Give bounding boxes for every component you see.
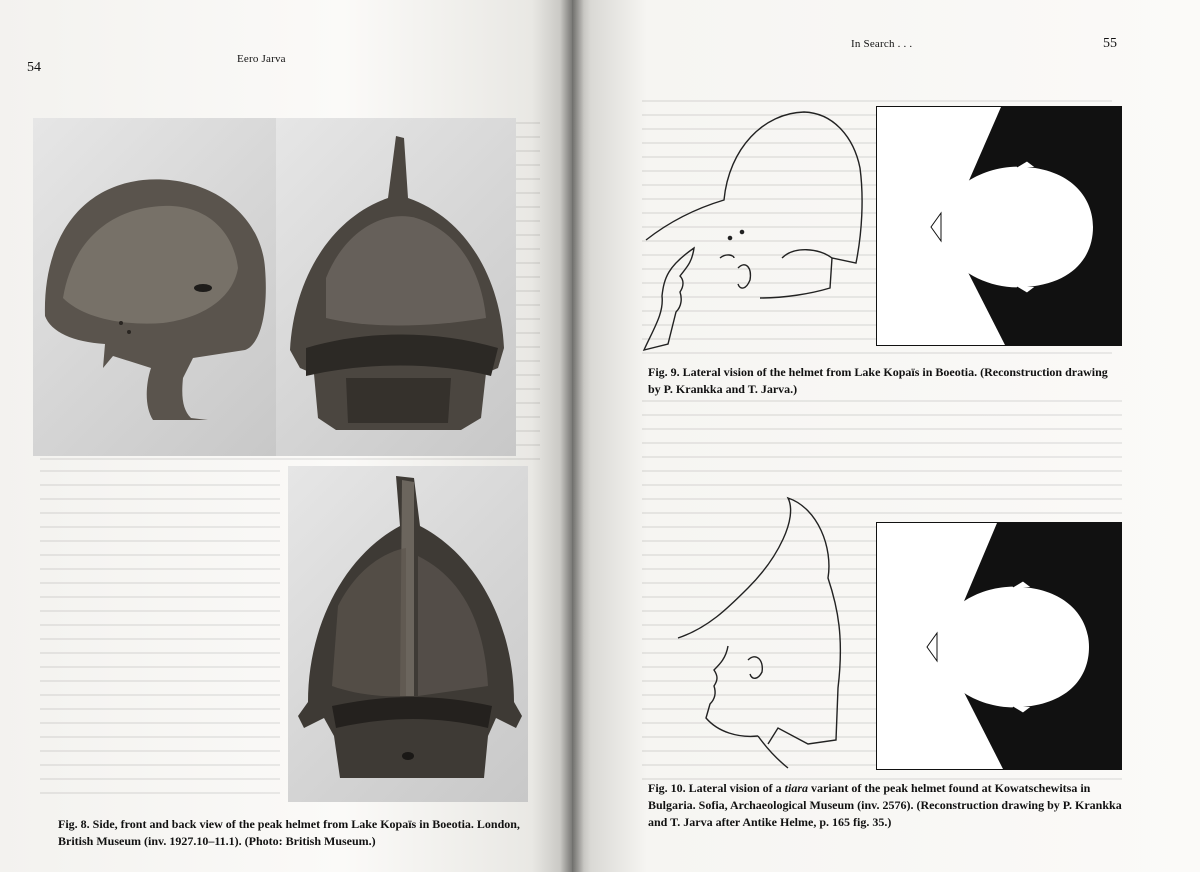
left-page — [0, 0, 572, 872]
figure-10-profile-drawing — [668, 488, 854, 778]
running-head: Eero Jarva — [237, 53, 286, 65]
helmet-back-view-image — [288, 466, 528, 802]
helmet-front-view-photo — [276, 118, 516, 456]
helmet-side-view-photo — [33, 118, 276, 456]
helmet-front-view-image — [276, 118, 516, 456]
figure-9-caption — [648, 364, 1122, 398]
helmet-profile-lineart — [634, 108, 872, 352]
figure-9-caption-text: Fig. 9. Lateral vision of the helmet from Lake Kopaïs in Boeotia. (Reconstruction drawing by P. Krankka and T. Jarva.) — [648, 365, 1108, 396]
figure-8-caption-text: Fig. 8. Side, front and back view of the peak helmet from Lake Kopaïs in Boeotia. London, British Museum (inv. 1927.10–11.1). (Photo: British Museum.) — [58, 817, 520, 848]
book-gutter — [560, 0, 584, 872]
figure-10-caption-italic: tiara — [784, 781, 809, 795]
figure-10-caption-suffix: variant of the peak helmet found at Kowatschewitsa in Bulgaria. Sofia, Archaeological Museum (inv. 2576). (Reconstruction drawing by P. Krankka and T. Jarva after Antike Helme, p. 165 fig. 35.) — [648, 781, 1122, 829]
page-number: 54 — [27, 60, 41, 75]
figure-9-top-view-drawing — [876, 106, 1122, 346]
show-through-text — [40, 470, 280, 800]
page-number: 55 — [1103, 36, 1117, 51]
figure-10-top-view-drawing — [876, 522, 1122, 770]
figure-8-caption — [58, 816, 520, 850]
figure-9-profile-drawing — [634, 108, 872, 352]
helmet-back-view-photo — [288, 466, 528, 802]
helmet-side-view-image — [33, 118, 276, 456]
running-head: In Search . . . — [851, 38, 913, 50]
right-page — [572, 0, 1200, 872]
helmet-top-view-diagram — [877, 107, 1121, 345]
figure-10-caption — [648, 780, 1122, 831]
figure-10-caption-prefix: Fig. 10. Lateral vision of a — [648, 781, 785, 795]
tiara-helmet-top-view-diagram — [877, 523, 1121, 769]
tiara-helmet-profile-lineart — [668, 488, 854, 778]
